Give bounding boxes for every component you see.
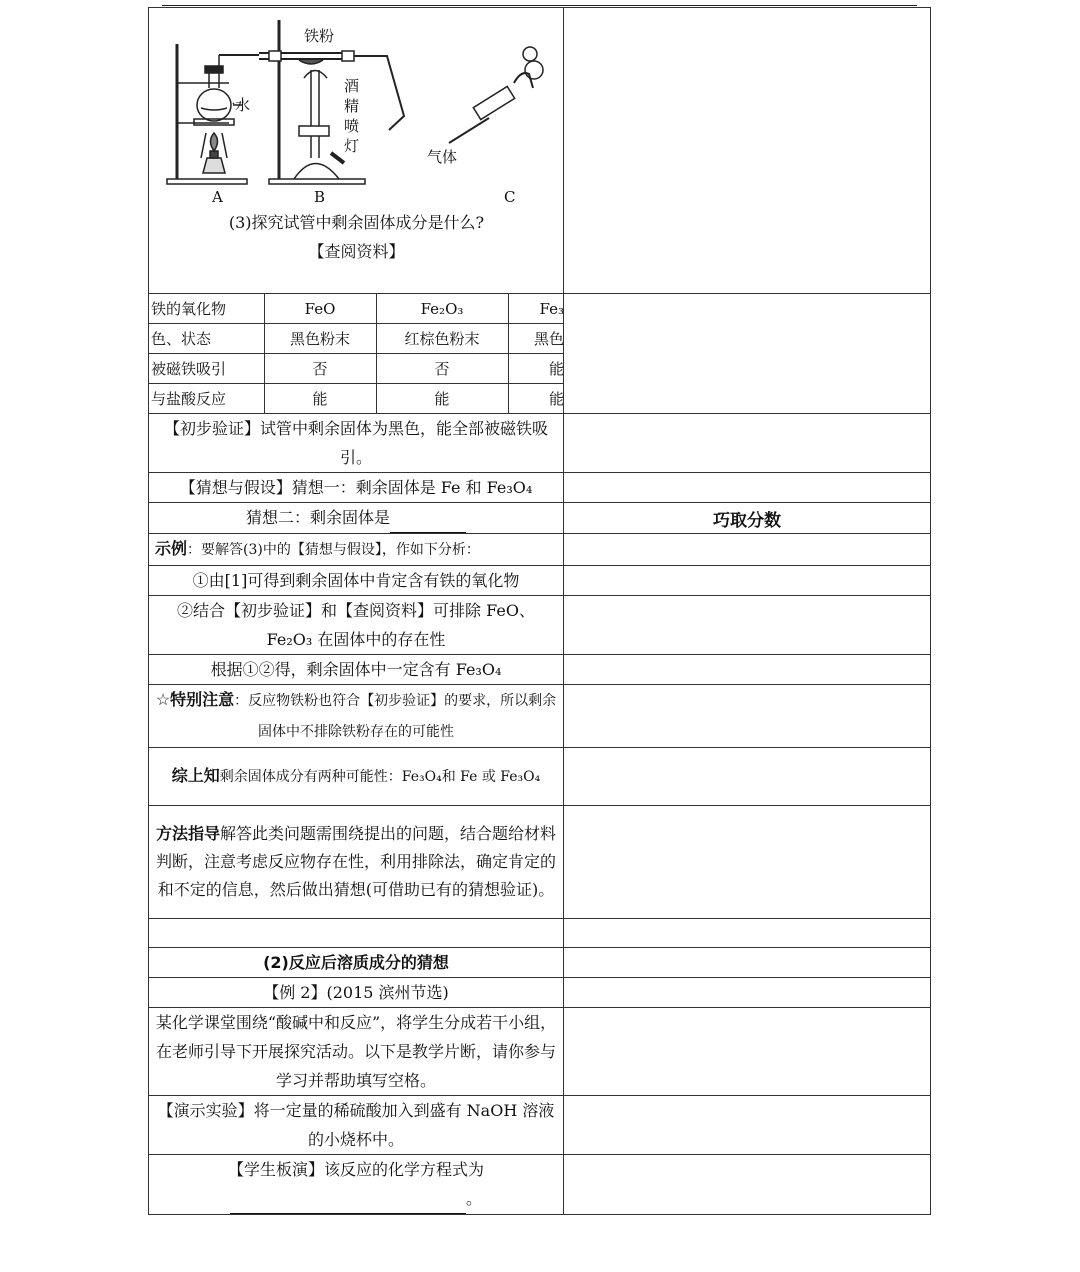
section-heading: (2)反应后溶质成分的猜想 [149, 948, 564, 978]
label-iron-powder: 铁粉 [304, 27, 335, 45]
note-label: 特别注意 [170, 690, 235, 709]
table-cell: Fe₃ [508, 294, 564, 324]
table-cell: 否 [264, 354, 376, 384]
example-intro [149, 534, 564, 566]
label-burner-char: 精 [344, 97, 360, 115]
label-burner [344, 76, 360, 156]
right-cell [564, 414, 931, 473]
right-cell [564, 566, 931, 596]
stand-base-b [269, 179, 365, 184]
hypothesis-two [149, 503, 564, 534]
star-icon: ☆ [155, 690, 171, 709]
reference-heading: 【查阅资料】 [308, 242, 405, 261]
table-cell: 能 [508, 354, 564, 384]
student-board [149, 1155, 564, 1215]
table-cell: 与盐酸反应 [149, 384, 264, 414]
example-text: ：要解答(3)中的【猜想与假设】，作如下分析： [187, 542, 480, 558]
right-cell [564, 919, 931, 948]
label-c: C [504, 188, 516, 206]
right-cell [564, 948, 931, 978]
right-cell [564, 655, 931, 685]
figure-cell [149, 8, 564, 294]
right-cell [564, 1096, 931, 1155]
label-burner-char: 灯 [344, 137, 360, 155]
example-label: 示例 [155, 539, 188, 558]
table-row [149, 324, 564, 354]
empty-row [149, 919, 564, 948]
note-text: ：反应物铁粉也符合【初步验证】的要求，所以剩余固体中不排除铁粉存在的可能性 [234, 693, 557, 740]
label-burner-char: 酒 [344, 77, 360, 95]
table-row [149, 294, 564, 324]
right-cell [564, 8, 931, 294]
right-cell [564, 1008, 931, 1096]
example-two-heading: 【例 2】(2015 滨州节选) [149, 978, 564, 1008]
step-one: ①由[1]可得到剩余固体中肯定含有铁的氧化物 [149, 566, 564, 596]
oxide-table-cell [149, 294, 564, 414]
summary-text: 剩余固体成分有两种可能性：Fe₃O₄和 Fe 或 Fe₃O₄ [219, 769, 541, 785]
demo-experiment: 【演示实验】将一定量的稀硫酸加入到盛有 NaOH 溶液的小烧杯中。 [149, 1096, 564, 1155]
table-cell: 红棕色粉末 [376, 324, 508, 354]
label-water: 水 [235, 96, 251, 114]
label-a: A [212, 188, 223, 206]
table-cell: 黑色粉末 [264, 324, 376, 354]
right-cell [564, 685, 931, 748]
table-cell: Fe₂O₃ [376, 294, 508, 324]
right-column-title: 巧取分数 [564, 503, 931, 534]
table-cell: FeO [264, 294, 376, 324]
table-cell: 铁的氧化物 [149, 294, 264, 324]
oxide-table [149, 294, 564, 413]
apparatus-figure [149, 8, 563, 292]
table-cell: 能 [264, 384, 376, 414]
method-label: 方法指导 [155, 824, 220, 843]
right-cell [564, 473, 931, 503]
right-cell [564, 806, 931, 919]
hypothesis-one: 【猜想与假设】猜想一：剩余固体是 Fe 和 Fe₃O₄ [149, 473, 564, 503]
answer-blank [390, 503, 466, 533]
table-cell: 黑色 [508, 324, 564, 354]
hypothesis-two-text: 猜想二：剩余固体是 [245, 508, 390, 527]
table-row [149, 384, 564, 414]
question-text: (3)探究试管中剩余固体成分是什么? [228, 213, 485, 232]
step-two: ②结合【初步验证】和【查阅资料】可排除 FeO、Fe₂O₃ 在固体中的存在性 [149, 596, 564, 655]
special-note [149, 685, 564, 748]
summary-label: 综上知 [171, 766, 220, 785]
label-burner-char: 喷 [344, 117, 360, 135]
right-cell [564, 294, 931, 414]
top-rule [162, 5, 917, 6]
right-cell [564, 1155, 931, 1215]
scenario-paragraph: 某化学课堂围绕“酸碱中和反应”，将学生分成若干小组，在老师引导下开展探究活动。以下是教学片断，请你参与学习并帮助填写空格。 [149, 1008, 564, 1096]
method-text: 解答此类问题需围绕提出的问题，结合题给材料判断，注意考虑反应物存在性，利用排除法，确定肯定的和不定的信息，然后做出猜想(可借助已有的猜想验证)。 [155, 824, 557, 899]
table-cell: 色、状态 [149, 324, 264, 354]
step-three: 根据①②得，剩余固体中一定含有 Fe₃O₄ [149, 655, 564, 685]
student-board-text: 【学生板演】该反应的化学方程式为 [227, 1160, 484, 1179]
board-period: 。 [465, 1189, 482, 1208]
right-cell [564, 978, 931, 1008]
right-cell [564, 534, 931, 566]
label-b: B [314, 188, 326, 206]
right-cell [564, 596, 931, 655]
summary [149, 748, 564, 806]
table-cell: 能 [508, 384, 564, 414]
table-cell: 能 [376, 384, 508, 414]
equation-blank [230, 1184, 466, 1214]
initial-verification: 【初步验证】试管中剩余固体为黑色，能全部被磁铁吸引。 [149, 414, 564, 473]
flask [197, 89, 231, 121]
stand-base-a [167, 179, 247, 184]
label-gas: 气体 [427, 148, 458, 166]
method-guide [149, 806, 564, 919]
worksheet-table [148, 7, 931, 1215]
right-cell [564, 748, 931, 806]
table-cell: 否 [376, 354, 508, 384]
table-row [149, 354, 564, 384]
table-cell: 被磁铁吸引 [149, 354, 264, 384]
